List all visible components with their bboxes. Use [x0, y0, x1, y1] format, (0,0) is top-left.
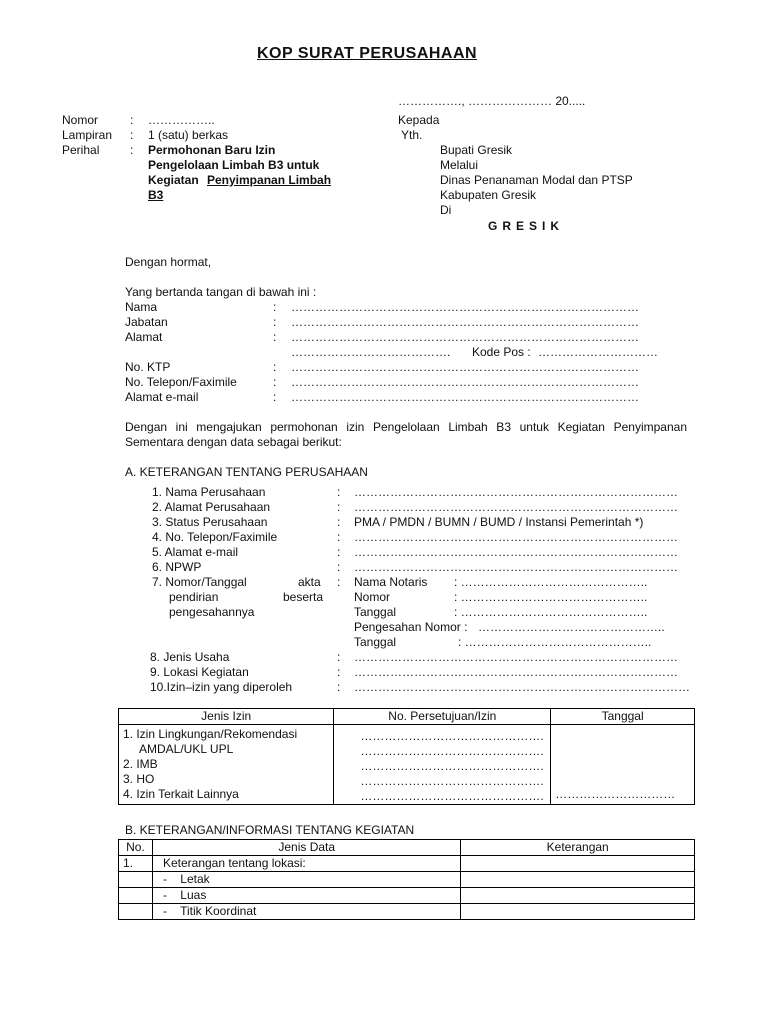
company-field-value: PMA / PMDN / BUMN / BUMD / Instansi Pemerintah *) [354, 515, 644, 529]
nomor-colon: : [130, 113, 134, 127]
signer-field-value: …………………………………………………………………………… [291, 300, 639, 314]
body-paragraph-line: Dengan ini mengajukan permohonan izin Pengelolaan Limbah B3 untuk Kegiatan Penyimpanan [125, 420, 687, 434]
notaris-value: : ……………………………………….. [454, 575, 648, 589]
permit-nomor-line: ………………………………………. [360, 744, 544, 758]
permit-nomor-line: ………………………………………. [360, 729, 544, 743]
kepada-label: Kepada [398, 113, 440, 127]
signer-field-colon: : [273, 375, 277, 389]
company-field-value: ……………………………………………………………………… [354, 530, 678, 544]
activity-no-cell [119, 872, 153, 888]
activity-ket-cell [461, 888, 695, 904]
company-field-label: 6. NPWP [152, 560, 202, 574]
signer-intro: Yang bertanda tangan di bawah ini : [125, 285, 317, 299]
activity-ket-cell [461, 904, 695, 920]
company-field-colon: : [337, 680, 341, 694]
permit-nomor-line: ………………………………………. [360, 774, 544, 788]
company-field-label: 8. Jenis Usaha [150, 650, 230, 664]
company-field-value: ……………………………………………………………………… [354, 545, 678, 559]
recipient-line: Dinas Penanaman Modal dan PTSP [440, 173, 633, 187]
permit-header-cell: Tanggal [551, 709, 695, 725]
nomor-label: Nomor [62, 113, 99, 127]
company-field-colon: : [337, 530, 341, 544]
permit-jenis-cell [119, 725, 334, 805]
lampiran-colon: : [130, 128, 134, 142]
nomor-value: …………….. [148, 113, 215, 127]
company-field-value: ……………………………………………………………………… [354, 665, 678, 679]
activity-table-header [119, 840, 695, 856]
activity-table-row [119, 872, 695, 888]
perihal-label: Perihal [62, 143, 100, 157]
company-field-value: ……………………………………………………………………… [354, 485, 678, 499]
signer-field-value: …………………………………………………………………………… [291, 315, 639, 329]
alamat-continuation: …………………………………. [291, 345, 451, 359]
permit-table-row [119, 725, 695, 805]
signer-field-colon: : [273, 390, 277, 404]
permit-jenis-line: 3. HO [123, 772, 155, 786]
date-line: ……………., ………………… 20..... [398, 94, 586, 108]
activity-no-cell [119, 904, 153, 920]
activity-data-cell: - Luas [152, 888, 460, 904]
company-field-label: 9. Lokasi Kegiatan [150, 665, 249, 679]
signer-field-value: …………………………………………………………………………… [291, 375, 639, 389]
permit-jenis-line: 2. IMB [123, 757, 158, 771]
company-field-label: 4. No. Telepon/Faximile [152, 530, 278, 544]
perihal-line: B3 [148, 188, 164, 202]
akta-label: beserta [283, 590, 324, 604]
perihal-line: Penyimpanan Limbah [207, 173, 332, 187]
yth-label: Yth. [401, 128, 423, 142]
recipient-line: Melalui [440, 158, 479, 172]
activity-header-cell: Keterangan [461, 840, 695, 856]
signer-field-value: …………………………………………………………………………… [291, 330, 639, 344]
activity-ket-cell [461, 856, 695, 872]
signer-field-label: Alamat e-mail [125, 390, 199, 404]
notaris-value: : ……………………………………….. [458, 635, 652, 649]
activity-no-cell [119, 888, 153, 904]
notaris-value: ……………………………………….. [478, 620, 665, 634]
recipient-line: Bupati Gresik [440, 143, 513, 157]
notaris-label: Tanggal [354, 635, 397, 649]
recipient-line: Di [440, 203, 452, 217]
lampiran-label: Lampiran [62, 128, 113, 142]
activity-header-cell: Jenis Data [152, 840, 460, 856]
notaris-value: : ……………………………………….. [454, 590, 648, 604]
company-field-value: ……………………………………………………………………… [354, 500, 678, 514]
permit-tanggal-cell [551, 725, 695, 805]
permit-table [118, 708, 695, 805]
signer-field-label: No. KTP [125, 360, 171, 374]
permit-tanggal-value: ………………………… [555, 787, 676, 801]
recipient-city: GRESIK [488, 219, 565, 233]
company-field-value: ……………………………………………………………………… [354, 560, 678, 574]
permit-header-cell: Jenis Izin [119, 709, 334, 725]
akta-label: akta [298, 575, 321, 589]
section-b-title: B. KETERANGAN/INFORMASI TENTANG KEGIATAN [125, 823, 415, 837]
company-field-colon: : [337, 515, 341, 529]
company-field-colon: : [337, 665, 341, 679]
kode-pos-label: Kode Pos : [472, 345, 531, 359]
body-paragraph-line: Sementara dengan data sebagai berikut: [125, 435, 342, 449]
permit-nomor-line: ………………………………………. [360, 759, 544, 773]
permit-nomor-line: ………………………………………. [360, 789, 544, 803]
activity-data-cell: - Titik Koordinat [152, 904, 460, 920]
company-field-label: 3. Status Perusahaan [152, 515, 268, 529]
company-field-colon: : [337, 650, 341, 664]
activity-data-cell: - Letak [152, 872, 460, 888]
notaris-value: : ……………………………………….. [454, 605, 648, 619]
permit-header-cell: No. Persetujuan/Izin [334, 709, 551, 725]
activity-header-cell: No. [119, 840, 153, 856]
activity-table-row [119, 888, 695, 904]
recipient-line: Kabupaten Gresik [440, 188, 537, 202]
company-field-label: 1. Nama Perusahaan [152, 485, 266, 499]
company-field-value: ………………………………………………………………………… [354, 680, 690, 694]
kode-pos-value: ………………………… [538, 345, 658, 359]
company-field-label: 2. Alamat Perusahaan [152, 500, 271, 514]
permit-jenis-line: 4. Izin Terkait Lainnya [123, 787, 239, 801]
permit-jenis-line: 1. Izin Lingkungan/Rekomendasi [123, 727, 298, 741]
signer-field-label: Alamat [125, 330, 163, 344]
notaris-label: Tanggal [354, 605, 397, 619]
signer-field-colon: : [273, 330, 277, 344]
signer-field-label: Jabatan [125, 315, 168, 329]
lampiran-value: 1 (satu) berkas [148, 128, 229, 142]
signer-field-value: …………………………………………………………………………… [291, 360, 639, 374]
notaris-label: Pengesahan Nomor : [354, 620, 468, 634]
company-field-colon: : [337, 500, 341, 514]
signer-field-colon: : [273, 300, 277, 314]
perihal-line: Kegiatan [148, 173, 199, 187]
signer-field-colon: : [273, 315, 277, 329]
company-field-label: 5. Alamat e-mail [152, 545, 239, 559]
company-field-colon: : [337, 560, 341, 574]
activity-table-row [119, 856, 695, 872]
akta-label: pendirian [169, 590, 219, 604]
signer-field-colon: : [273, 360, 277, 374]
permit-table-header [119, 709, 695, 725]
signer-field-label: No. Telepon/Faximile [125, 375, 237, 389]
notaris-label: Nama Notaris [354, 575, 428, 589]
signer-field-value: …………………………………………………………………………… [291, 390, 639, 404]
section-a-title: A. KETERANGAN TENTANG PERUSAHAAN [125, 465, 368, 479]
company-field-colon: : [337, 485, 341, 499]
company-field-colon: : [337, 545, 341, 559]
akta-colon: : [337, 575, 341, 589]
letterhead-title: KOP SURAT PERUSAHAAN [257, 45, 478, 62]
akta-label: 7. Nomor/Tanggal [152, 575, 247, 589]
notaris-label: Nomor [354, 590, 391, 604]
activity-table-row [119, 904, 695, 920]
company-field-label: 10.Izin–izin yang diperoleh [150, 680, 293, 694]
activity-ket-cell [461, 872, 695, 888]
company-field-value: ……………………………………………………………………… [354, 650, 678, 664]
perihal-line: Pengelolaan Limbah B3 untuk [148, 158, 320, 172]
perihal-line: Permohonan Baru Izin [148, 143, 276, 157]
perihal-colon: : [130, 143, 134, 157]
permit-jenis-line: AMDAL/UKL UPL [139, 742, 234, 756]
activity-no-cell: 1. [119, 856, 153, 872]
greeting: Dengan hormat, [125, 255, 212, 269]
activity-table [118, 839, 695, 920]
activity-data-cell: Keterangan tentang lokasi: [152, 856, 460, 872]
signer-field-label: Nama [125, 300, 158, 314]
permit-nomor-cell [334, 725, 551, 805]
akta-label: pengesahannya [169, 605, 255, 619]
